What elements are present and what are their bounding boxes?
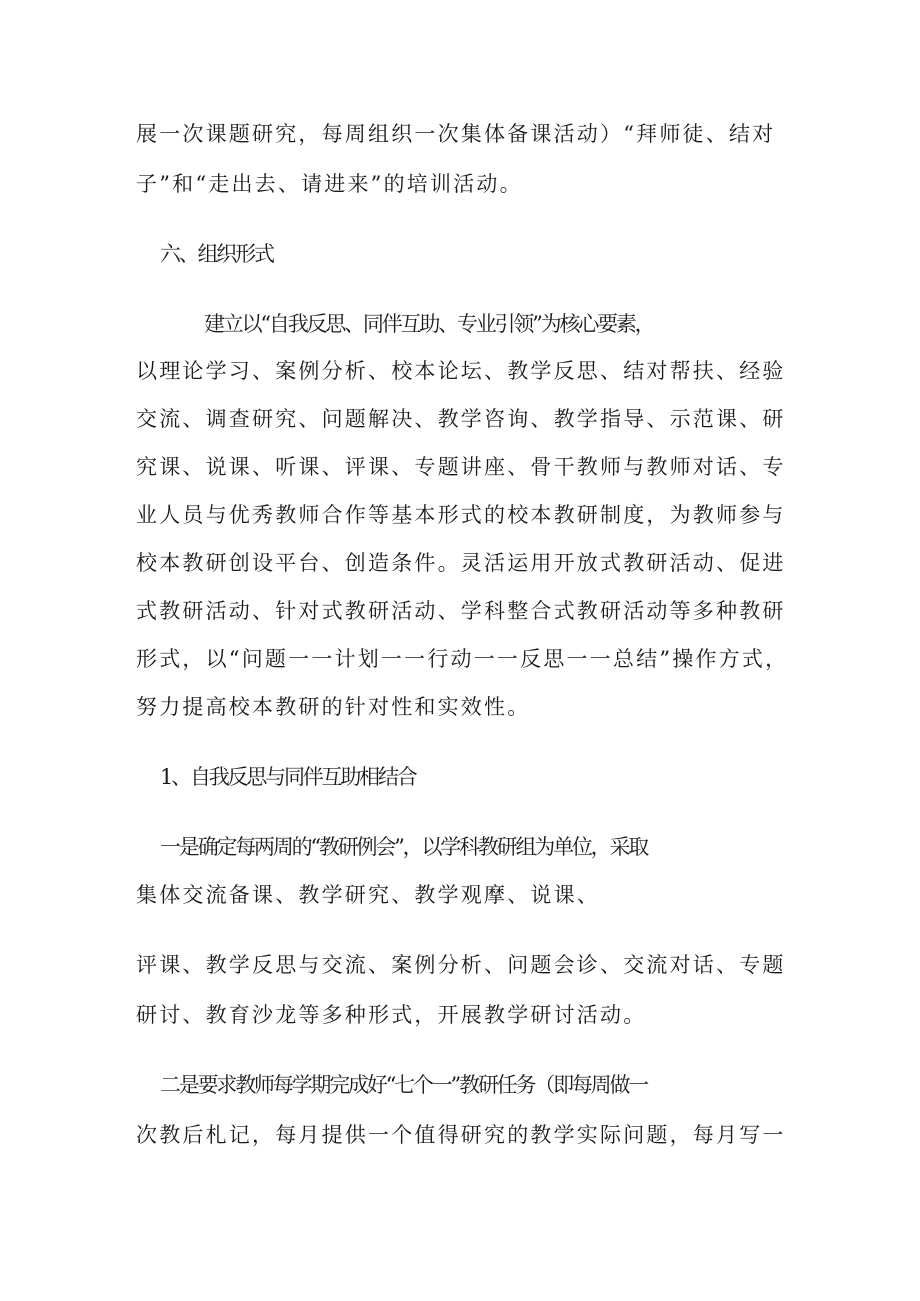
paragraph-4-line-1: 评课、教学反思与交流、案例分析、问题会诊、交流对话、专题	[136, 953, 786, 977]
paragraph-2-line-1: 建立以“自我反思、同伴互助、专业引领”为核心要素，	[204, 312, 654, 336]
paragraph-2-line-9: 努力提高校本教研的针对性和实效性。	[136, 695, 531, 719]
paragraph-2-line-7: 式教研活动、针对式教研活动、学科整合式教研活动等多种教研	[136, 599, 786, 623]
paragraph-2-line-3: 交流、调查研究、问题解决、教学咨询、教学指导、示范课、研	[136, 407, 786, 431]
paragraph-2-line-2: 以理论学习、案例分析、校本论坛、教学反思、结对帮扶、经验	[136, 359, 786, 383]
paragraph-1-line-1: 展一次课题研究，每周组织一次集体备课活动）“拜师徒、结对	[136, 122, 776, 146]
paragraph-5-line-2: 次教后札记，每月提供一个值得研究的教学实际问题，每月写一	[136, 1123, 786, 1147]
paragraph-3-line-1: 一是确定每两周的“教研例会”，以学科教研组为单位，采取	[160, 835, 648, 859]
paragraph-4-line-2: 研讨、教育沙龙等多种形式，开展教学研讨活动。	[136, 1003, 647, 1027]
paragraph-1-line-2: 子”和“走出去、请进来”的培训活动。	[136, 172, 523, 196]
paragraph-2-line-5: 业人员与优秀教师合作等基本形式的校本教研制度，为教师参与	[136, 503, 786, 527]
paragraph-5-line-1: 二是要求教师每学期完成好“七个一”教研任务（即每周做一	[160, 1073, 648, 1097]
paragraph-2-line-6: 校本教研创设平台、创造条件。灵活运用开放式教研活动、促进	[136, 551, 786, 575]
section-heading-six: 六、组织形式	[160, 242, 273, 266]
paragraph-2-line-8: 形式，以“问题一一计划一一行动一一反思一一总结”操作方式，	[136, 647, 789, 671]
paragraph-2-line-4: 究课、说课、听课、评课、专题讲座、骨干教师与教师对话、专	[136, 455, 786, 479]
paragraph-3-line-2: 集体交流备课、教学研究、教学观摩、说课、	[136, 883, 600, 907]
subsection-heading-1: 1、自我反思与同伴互助相结合	[160, 765, 416, 789]
